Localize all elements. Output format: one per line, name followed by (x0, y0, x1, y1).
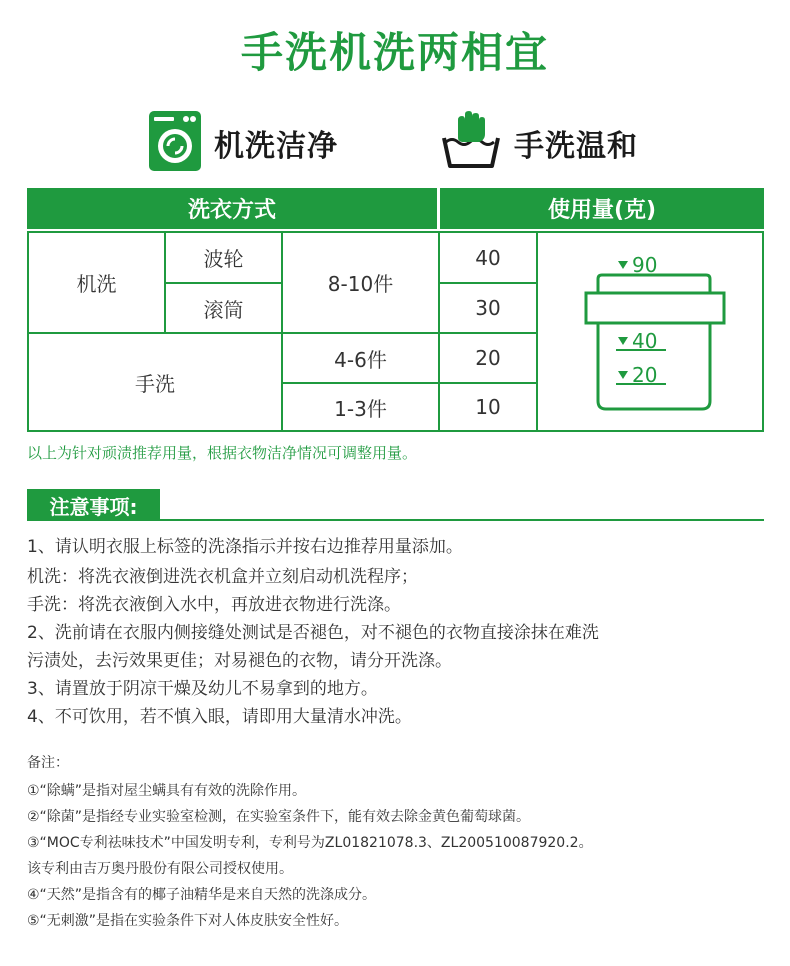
machine-count-cell: 8-10件 (327, 272, 394, 296)
attention-line: 1、请认明衣服上标签的洗涤指示并按右边推荐用量添加。 (27, 537, 463, 557)
hand-wash-label: 手洗温和 (514, 129, 638, 164)
cup-mark-20: 20 (632, 363, 658, 387)
hand-amount-b-cell: 10 (475, 395, 501, 419)
header-amount: 使用量(克) (440, 188, 764, 229)
attention-divider (27, 519, 764, 521)
machine-wash-mode (148, 108, 338, 178)
machine-wash-cell: 机洗 (76, 272, 117, 296)
attention-line: 手洗：将洗衣液倒入水中，再放进衣物进行洗涤。 (27, 595, 401, 615)
attention-title: 注意事项: (27, 489, 160, 521)
attention-line: 4、不可饮用，若不慎入眼，请即用大量清水冲洗。 (27, 707, 412, 727)
dosage-table (27, 188, 764, 432)
header-wash-method: 洗衣方式 (27, 188, 437, 229)
remark-line: 该专利由吉万奥丹股份有限公司授权使用。 (27, 861, 293, 877)
cup-mark-40: 40 (632, 329, 658, 353)
hand-amount-a-cell: 20 (475, 346, 501, 370)
attention-line: 3、请置放于阴凉干燥及幼儿不易拿到的地方。 (27, 679, 378, 699)
hand-count-b-cell: 1-3件 (334, 396, 387, 421)
attention-line: 机洗：将洗衣液倒进洗衣机盒并立刻启动机洗程序； (27, 567, 418, 587)
remark-line: ④“天然”是指含有的椰子油精华是来自天然的洗涤成分。 (27, 887, 377, 903)
attention-line: 污渍处，去污效果更佳；对易褪色的衣物，请分开洗涤。 (27, 651, 452, 671)
remarks-title: 备注： (27, 755, 69, 771)
pulsator-cell: 波轮 (203, 247, 244, 271)
remark-line: ①“除螨”是指对屋尘螨具有有效的洗除作用。 (27, 783, 307, 799)
drum-cell: 滚筒 (203, 297, 244, 322)
cup-mark-90: 90 (632, 253, 658, 277)
washing-machine-icon (148, 110, 202, 176)
attention-line: 2、洗前请在衣服内侧接缝处测试是否褪色，对不褪色的衣物直接涂抹在难洗 (27, 623, 599, 643)
remark-line: ②“除菌”是指经专业实验室检测，在实验室条件下，能有效去除金黄色葡萄球菌。 (27, 809, 531, 825)
table-note: 以上为针对顽渍推荐用量，根据衣物洁净情况可调整用量。 (27, 444, 418, 462)
pulsator-amount-cell: 40 (475, 245, 501, 270)
hand-wash-cell: 手洗 (135, 371, 175, 396)
hand-wash-icon (440, 110, 502, 176)
page-title: 手洗机洗两相宜 (240, 28, 549, 77)
hand-count-a-cell: 4-6件 (334, 347, 387, 372)
hand-wash-mode (440, 108, 638, 178)
measuring-cap-diagram (538, 233, 762, 430)
remark-line: ③“MOC专利祛味技术”中国发明专利，专利号为ZL01821078.3、ZL200510087920.2。 (27, 835, 593, 851)
remark-line: ⑤“无刺激”是指在实验条件下对人体皮肤安全性好。 (27, 913, 349, 929)
dosage-grid (27, 231, 764, 432)
machine-wash-label: 机洗洁净 (214, 129, 338, 164)
drum-amount-cell: 30 (475, 296, 501, 320)
